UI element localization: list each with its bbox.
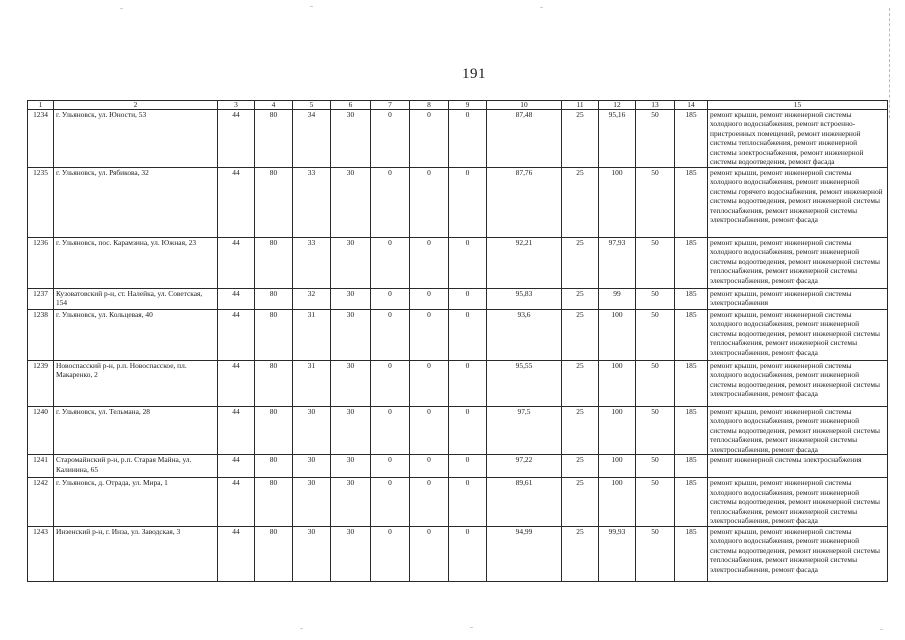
table-row: [28, 360, 888, 406]
table-row: [28, 309, 888, 360]
value-cell: 44: [218, 478, 255, 527]
scan-margin-line: [889, 8, 891, 118]
repair-works-cell: ремонт крыши, ремонт инженерной системы холодного водоснабжения, ремонт инженерной системы водоотведения, ремонт инженерной системы теплоснабжения, ремонт инженерной системы электроснабжения, ремонт фасада: [708, 526, 888, 581]
table-row: [28, 288, 888, 309]
value-cell: 0: [449, 237, 487, 288]
value-cell: 89,61: [487, 478, 562, 527]
repair-works-cell: ремонт крыши, ремонт инженерной системы холодного водоснабжения, ремонт инженерной системы водоотведения, ремонт инженерной системы теплоснабжения, ремонт инженерной системы электроснабжения, ремонт фасада: [708, 478, 888, 527]
address-cell: Старомайнский р-н, р.п. Старая Майна, ул. Калинина, 65: [54, 455, 218, 478]
value-cell: 44: [218, 309, 255, 360]
scan-speck: [310, 6, 313, 7]
row-number-cell: 1236: [28, 237, 54, 288]
value-cell: 0: [410, 309, 449, 360]
value-cell: 100: [599, 478, 636, 527]
value-cell: 25: [562, 406, 599, 455]
value-cell: 25: [562, 237, 599, 288]
value-cell: 87,48: [487, 109, 562, 167]
column-number: 11: [562, 101, 599, 110]
value-cell: 50: [636, 360, 675, 406]
value-cell: 92,21: [487, 237, 562, 288]
value-cell: 30: [293, 478, 331, 527]
scan-speck: [540, 7, 543, 8]
address-cell: Инзенский р-н, г. Инза, ул. Заводская, 3: [54, 526, 218, 581]
column-number: 2: [54, 101, 218, 110]
address-cell: Новоспасский р-н, р.п. Новоспасское, пл. Макаренко, 2: [54, 360, 218, 406]
repair-program-table: [27, 100, 888, 582]
value-cell: 185: [675, 455, 708, 478]
value-cell: 30: [331, 526, 371, 581]
table-row: [28, 406, 888, 455]
repair-works-cell: ремонт крыши, ремонт инженерной системы холодного водоснабжения, ремонт инженерной системы водоотведения, ремонт инженерной системы теплоснабжения, ремонт инженерной системы электроснабжения, ремонт фасада: [708, 237, 888, 288]
repair-works-cell: ремонт крыши, ремонт инженерной системы холодного водоснабжения, ремонт инженерной системы горячего водоснабжения, ремонт инженерной системы водоотведения, ремонт инженерной системы теплоснабжения, ремонт инженерной системы электроснабжения, ремонт фасада: [708, 167, 888, 237]
value-cell: 31: [293, 309, 331, 360]
value-cell: 0: [449, 455, 487, 478]
value-cell: 30: [331, 167, 371, 237]
value-cell: 99: [599, 288, 636, 309]
value-cell: 97,93: [599, 237, 636, 288]
repair-works-cell: ремонт крыши, ремонт инженерной системы холодного водоснабжения, ремонт инженерной системы водоотведения, ремонт инженерной системы теплоснабжения, ремонт инженерной системы электроснабжения, ремонт фасада: [708, 406, 888, 455]
value-cell: 0: [410, 526, 449, 581]
value-cell: 50: [636, 478, 675, 527]
value-cell: 30: [293, 455, 331, 478]
value-cell: 80: [255, 455, 293, 478]
column-number: 12: [599, 101, 636, 110]
table-row: [28, 526, 888, 581]
value-cell: 80: [255, 288, 293, 309]
scan-speck: [880, 629, 883, 630]
value-cell: 100: [599, 455, 636, 478]
value-cell: 44: [218, 455, 255, 478]
column-number: 15: [708, 101, 888, 110]
value-cell: 34: [293, 109, 331, 167]
value-cell: 0: [410, 288, 449, 309]
value-cell: 99,93: [599, 526, 636, 581]
value-cell: 0: [449, 526, 487, 581]
value-cell: 44: [218, 167, 255, 237]
column-number: 13: [636, 101, 675, 110]
value-cell: 44: [218, 360, 255, 406]
value-cell: 31: [293, 360, 331, 406]
value-cell: 100: [599, 360, 636, 406]
value-cell: 0: [449, 360, 487, 406]
value-cell: 0: [410, 167, 449, 237]
value-cell: 44: [218, 526, 255, 581]
value-cell: 50: [636, 237, 675, 288]
value-cell: 25: [562, 478, 599, 527]
address-cell: г. Ульяновск, пос. Карамзина, ул. Южная, 23: [54, 237, 218, 288]
value-cell: 32: [293, 288, 331, 309]
value-cell: 30: [293, 526, 331, 581]
value-cell: 80: [255, 478, 293, 527]
value-cell: 44: [218, 109, 255, 167]
value-cell: 0: [371, 288, 410, 309]
value-cell: 25: [562, 167, 599, 237]
value-cell: 30: [331, 455, 371, 478]
value-cell: 0: [410, 237, 449, 288]
value-cell: 0: [449, 478, 487, 527]
page-number: 191: [462, 66, 486, 82]
repair-works-cell: ремонт крыши, ремонт инженерной системы холодного водоснабжения, ремонт инженерной системы водоотведения, ремонт инженерной системы электроснабжения, ремонт фасада: [708, 360, 888, 406]
row-number-cell: 1235: [28, 167, 54, 237]
column-number: 14: [675, 101, 708, 110]
value-cell: 0: [449, 167, 487, 237]
value-cell: 30: [331, 288, 371, 309]
address-cell: г. Ульяновск, д. Отрада, ул. Мира, 1: [54, 478, 218, 527]
value-cell: 80: [255, 167, 293, 237]
table-row: [28, 478, 888, 527]
value-cell: 95,83: [487, 288, 562, 309]
row-number-cell: 1240: [28, 406, 54, 455]
value-cell: 185: [675, 360, 708, 406]
value-cell: 80: [255, 406, 293, 455]
value-cell: 33: [293, 167, 331, 237]
address-cell: Кузоватовский р-н, ст. Налейка, ул. Советская, 154: [54, 288, 218, 309]
column-number: 1: [28, 101, 54, 110]
value-cell: 100: [599, 167, 636, 237]
value-cell: 50: [636, 109, 675, 167]
value-cell: 0: [371, 360, 410, 406]
table-row: [28, 167, 888, 237]
value-cell: 0: [371, 309, 410, 360]
column-number: 6: [331, 101, 371, 110]
value-cell: 30: [331, 109, 371, 167]
value-cell: 95,55: [487, 360, 562, 406]
row-number-cell: 1238: [28, 309, 54, 360]
value-cell: 185: [675, 478, 708, 527]
value-cell: 94,99: [487, 526, 562, 581]
value-cell: 97,5: [487, 406, 562, 455]
repair-works-cell: ремонт крыши, ремонт инженерной системы электроснабжения: [708, 288, 888, 309]
value-cell: 44: [218, 288, 255, 309]
repair-works-cell: ремонт крыши, ремонт инженерной системы холодного водоснабжения, ремонт инженерной системы водоотведения, ремонт инженерной системы теплоснабжения, ремонт инженерной системы электроснабжения, ремонт фасада: [708, 309, 888, 360]
repair-works-cell: ремонт крыши, ремонт инженерной системы холодного водоснабжения, ремонт встроенно-пристроенных помещений, ремонт инженерной системы теплоснабжения, ремонт инженерной системы электроснабжения, ремонт инженерной системы водоотведения, ремонт фасада: [708, 109, 888, 167]
value-cell: 30: [293, 406, 331, 455]
value-cell: 0: [371, 109, 410, 167]
value-cell: 0: [371, 526, 410, 581]
value-cell: 0: [371, 406, 410, 455]
row-number-cell: 1239: [28, 360, 54, 406]
value-cell: 0: [410, 360, 449, 406]
value-cell: 80: [255, 360, 293, 406]
value-cell: 0: [449, 109, 487, 167]
value-cell: 185: [675, 309, 708, 360]
value-cell: 50: [636, 406, 675, 455]
value-cell: 0: [449, 288, 487, 309]
column-number: 4: [255, 101, 293, 110]
value-cell: 0: [371, 237, 410, 288]
scan-speck: [470, 627, 473, 628]
value-cell: 93,6: [487, 309, 562, 360]
value-cell: 30: [331, 478, 371, 527]
value-cell: 25: [562, 455, 599, 478]
value-cell: 185: [675, 406, 708, 455]
address-cell: г. Ульяновск, ул. Кольцевая, 40: [54, 309, 218, 360]
table-row: [28, 455, 888, 478]
value-cell: 185: [675, 288, 708, 309]
value-cell: 0: [371, 167, 410, 237]
value-cell: 33: [293, 237, 331, 288]
value-cell: 80: [255, 309, 293, 360]
value-cell: 0: [449, 406, 487, 455]
row-number-cell: 1242: [28, 478, 54, 527]
row-number-cell: 1237: [28, 288, 54, 309]
value-cell: 50: [636, 288, 675, 309]
value-cell: 25: [562, 309, 599, 360]
value-cell: 30: [331, 360, 371, 406]
value-cell: 50: [636, 167, 675, 237]
value-cell: 87,76: [487, 167, 562, 237]
value-cell: 50: [636, 526, 675, 581]
value-cell: 80: [255, 237, 293, 288]
value-cell: 0: [410, 406, 449, 455]
repair-works-cell: ремонт инженерной системы электроснабжения: [708, 455, 888, 478]
value-cell: 100: [599, 406, 636, 455]
value-cell: 80: [255, 526, 293, 581]
row-number-cell: 1234: [28, 109, 54, 167]
value-cell: 44: [218, 237, 255, 288]
value-cell: 0: [410, 109, 449, 167]
value-cell: 30: [331, 237, 371, 288]
row-number-cell: 1241: [28, 455, 54, 478]
value-cell: 185: [675, 109, 708, 167]
value-cell: 50: [636, 309, 675, 360]
value-cell: 30: [331, 309, 371, 360]
column-number: 7: [371, 101, 410, 110]
value-cell: 95,16: [599, 109, 636, 167]
column-number: 8: [410, 101, 449, 110]
value-cell: 185: [675, 526, 708, 581]
value-cell: 0: [449, 309, 487, 360]
value-cell: 0: [371, 455, 410, 478]
value-cell: 100: [599, 309, 636, 360]
value-cell: 185: [675, 167, 708, 237]
column-number: 5: [293, 101, 331, 110]
row-number-cell: 1243: [28, 526, 54, 581]
value-cell: 0: [410, 478, 449, 527]
value-cell: 30: [331, 406, 371, 455]
header-row: [28, 101, 888, 110]
address-cell: г. Ульяновск, ул. Тельмана, 28: [54, 406, 218, 455]
address-cell: г. Ульяновск, ул. Рябикова, 32: [54, 167, 218, 237]
value-cell: 25: [562, 288, 599, 309]
column-number: 10: [487, 101, 562, 110]
value-cell: 25: [562, 109, 599, 167]
value-cell: 97,22: [487, 455, 562, 478]
value-cell: 0: [371, 478, 410, 527]
column-number: 9: [449, 101, 487, 110]
value-cell: 50: [636, 455, 675, 478]
column-number: 3: [218, 101, 255, 110]
value-cell: 25: [562, 526, 599, 581]
scan-speck: [120, 8, 123, 9]
value-cell: 80: [255, 109, 293, 167]
address-cell: г. Ульяновск, ул. Юности, 53: [54, 109, 218, 167]
table-row: [28, 109, 888, 167]
value-cell: 0: [410, 455, 449, 478]
scan-speck: [300, 628, 303, 629]
value-cell: 44: [218, 406, 255, 455]
value-cell: 25: [562, 360, 599, 406]
value-cell: 185: [675, 237, 708, 288]
table-row: [28, 237, 888, 288]
